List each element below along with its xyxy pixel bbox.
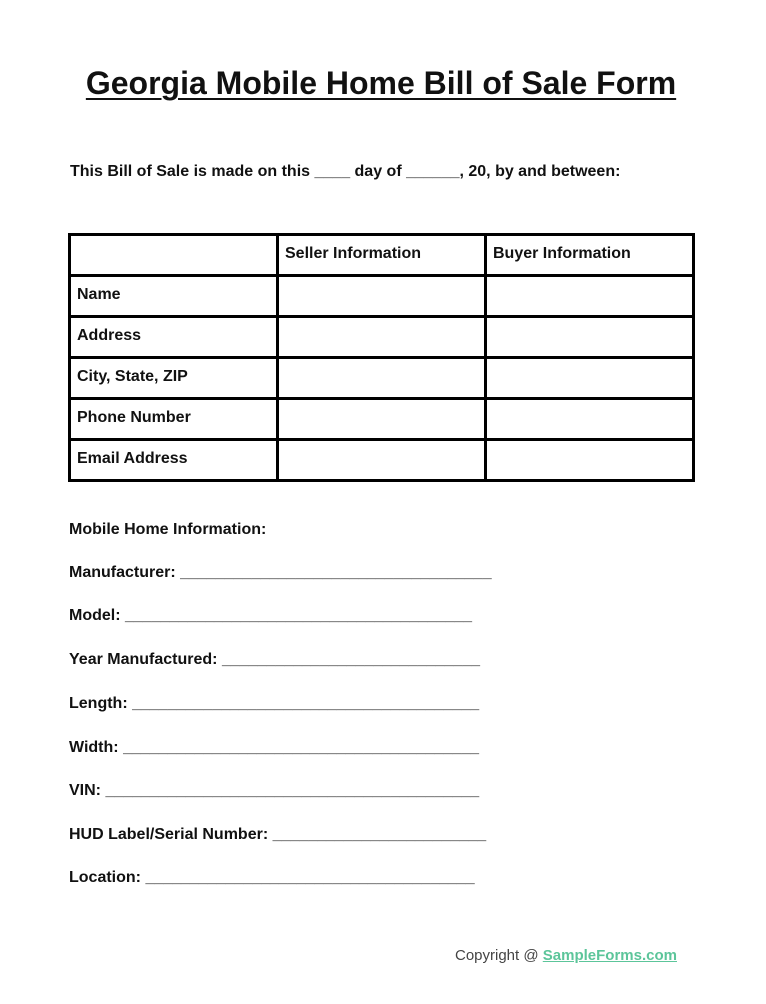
seller-name-cell[interactable]	[278, 276, 486, 317]
page-title: Georgia Mobile Home Bill of Sale Form	[85, 65, 677, 101]
buyer-name-cell[interactable]	[486, 276, 694, 317]
model-field[interactable]	[69, 606, 472, 626]
row-label-address: Address	[70, 317, 278, 358]
width-field[interactable]	[69, 738, 479, 758]
table-header-seller: Seller Information	[278, 235, 486, 276]
length-label: Length:	[69, 695, 128, 712]
party-information-table	[68, 233, 695, 482]
width-label: Width:	[69, 739, 119, 756]
table-header-buyer: Buyer Information	[486, 235, 694, 276]
table-row	[70, 276, 694, 317]
mobile-home-section-heading: Mobile Home Information:	[69, 521, 267, 538]
buyer-email-cell[interactable]	[486, 440, 694, 481]
length-field[interactable]	[69, 694, 479, 714]
copyright-prefix: Copyright @	[455, 947, 543, 964]
hud-label-serial-number-blank[interactable]: ________________________	[272, 826, 487, 843]
buyer-address-cell[interactable]	[486, 317, 694, 358]
manufacturer-blank[interactable]: ___________________________________	[180, 564, 492, 581]
hud-label-serial-number-field[interactable]	[69, 825, 486, 845]
seller-phone-cell[interactable]	[278, 399, 486, 440]
width-blank[interactable]: ________________________________________	[123, 739, 479, 756]
vin-blank[interactable]: __________________________________________	[105, 782, 480, 799]
seller-city-state-zip-cell[interactable]	[278, 358, 486, 399]
row-label-name: Name	[70, 276, 278, 317]
vin-field[interactable]	[69, 781, 479, 801]
manufacturer-field[interactable]	[69, 563, 492, 583]
intro-statement: This Bill of Sale is made on this ____ day of ______, 20, by and between:	[70, 163, 621, 180]
model-label: Model:	[69, 607, 121, 624]
year-manufactured-blank[interactable]: _____________________________	[221, 651, 480, 668]
table-header-blank	[70, 235, 278, 276]
copyright-notice	[455, 946, 677, 966]
table-row	[70, 440, 694, 481]
location-field[interactable]	[69, 868, 475, 888]
buyer-city-state-zip-cell[interactable]	[486, 358, 694, 399]
buyer-phone-cell[interactable]	[486, 399, 694, 440]
row-label-email: Email Address	[70, 440, 278, 481]
seller-address-cell[interactable]	[278, 317, 486, 358]
year-manufactured-field[interactable]	[69, 650, 480, 670]
year-manufactured-label: Year Manufactured:	[69, 651, 218, 668]
location-label: Location:	[69, 869, 141, 886]
row-label-phone: Phone Number	[70, 399, 278, 440]
model-blank[interactable]: _______________________________________	[125, 607, 473, 624]
table-header-row	[70, 235, 694, 276]
length-blank[interactable]: _______________________________________	[132, 695, 480, 712]
table-row	[70, 399, 694, 440]
table-row	[70, 317, 694, 358]
hud-label-serial-number-label: HUD Label/Serial Number:	[69, 826, 269, 843]
brand-link[interactable]: SampleForms.com	[542, 947, 677, 964]
vin-label: VIN:	[69, 782, 101, 799]
manufacturer-label: Manufacturer:	[69, 564, 176, 581]
seller-email-cell[interactable]	[278, 440, 486, 481]
location-blank[interactable]: _____________________________________	[145, 869, 475, 886]
row-label-city-state-zip: City, State, ZIP	[70, 358, 278, 399]
table-row	[70, 358, 694, 399]
